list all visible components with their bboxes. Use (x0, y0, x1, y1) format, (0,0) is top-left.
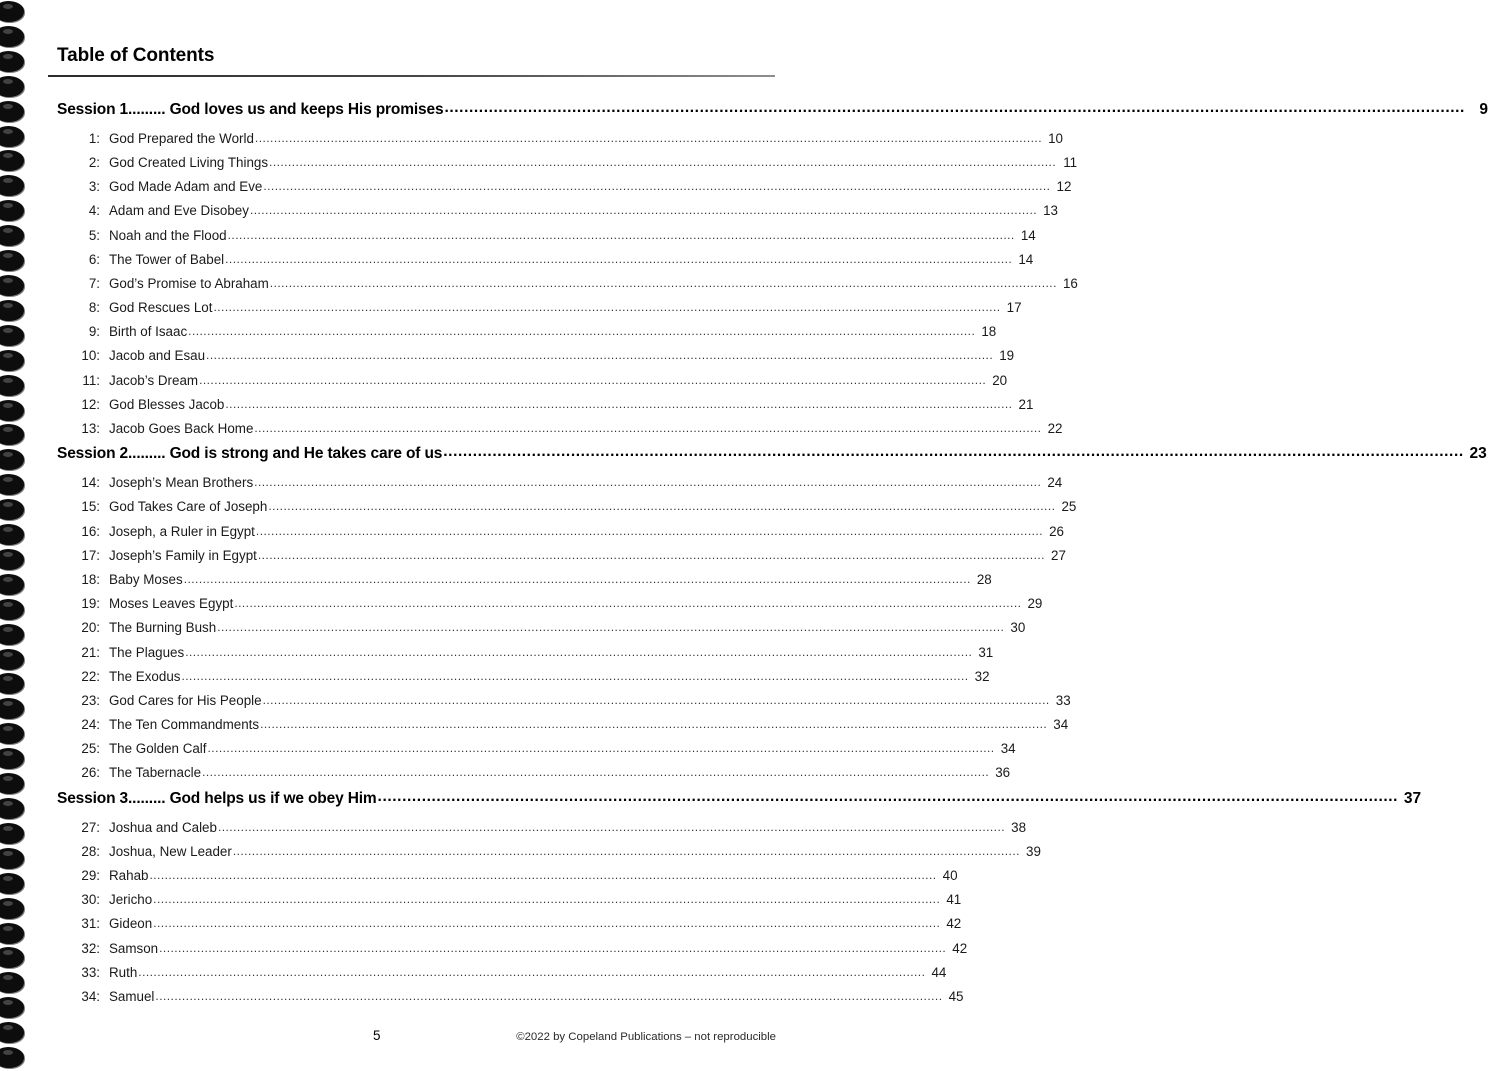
toc-entry-label (79, 324, 187, 339)
toc-entry-page: 22 (1047, 421, 1063, 437)
binding-ring (0, 748, 24, 769)
toc-entry-number: 31: (81, 916, 100, 932)
leader-dots: ................................................................................................................................................................................................................ (263, 179, 1051, 194)
toc-entry-title: Samson (109, 940, 159, 956)
toc-entry-row[interactable] (48, 372, 1008, 397)
copyright-notice: ©2022 by Copeland Publications – not reproducible (516, 1031, 776, 1043)
toc-entry-title: God Prepared the World (109, 130, 254, 146)
toc-entry-row[interactable] (48, 988, 964, 1013)
binding-ring (0, 375, 24, 396)
leader-dots: ................................................................................................................................................................................................................ (159, 940, 947, 955)
binding-ring (0, 1047, 24, 1068)
toc-entry-page: 45 (948, 988, 964, 1004)
binding-ring (0, 898, 24, 919)
toc-entry-label (79, 693, 262, 708)
toc-entry-label (79, 276, 269, 291)
leader-dots: ................................................................................................................................................................................................................ (217, 819, 1006, 834)
toc-entry-label (79, 965, 137, 980)
toc-entry-number: 30: (81, 892, 100, 908)
toc-entry-number: 10: (81, 348, 100, 364)
toc-entry-number: 23: (81, 692, 100, 708)
leader-dots: ................................................................................................................................................................................................................ (443, 443, 1464, 461)
leader-dots: ................................................................................................................................................................................................................ (257, 547, 1045, 562)
toc-entry-row[interactable] (48, 547, 1066, 572)
page-title: Table of Contents (57, 45, 215, 66)
toc-entry-page: 10 (1048, 130, 1063, 146)
toc-entry-title: The Burning Bush (109, 620, 217, 636)
toc-entry-page: 31 (978, 644, 994, 660)
binding-ring (0, 26, 24, 47)
binding-ring (0, 848, 24, 869)
toc-entry-label (79, 300, 212, 315)
binding-ring (0, 499, 24, 520)
toc-entry-title: Joseph, a Ruler in Egypt (109, 523, 255, 539)
binding-ring (0, 624, 24, 645)
toc-entry-label (79, 499, 267, 514)
toc-entry-page: 28 (976, 571, 992, 587)
toc-entry-title: God Rescues Lot (109, 300, 213, 316)
binding-ring (0, 723, 24, 744)
leader-dots: ................................................................................................................................................................................................................ (444, 98, 1465, 116)
binding-ring (0, 649, 24, 670)
toc-entry-title: The Ten Commandments (109, 717, 260, 733)
toc-entry-title: Noah and the Flood (109, 227, 227, 243)
binding-ring (0, 599, 24, 620)
toc-entry-label (79, 572, 183, 587)
binding-ring (0, 574, 24, 595)
toc-entry-row[interactable] (48, 868, 958, 892)
toc-entry-row[interactable] (48, 154, 1078, 179)
toc-entry-title: God Created Living Things (109, 154, 269, 170)
leader-dots: ................................................................................................................................................................................................................ (138, 964, 926, 979)
binding-ring (0, 250, 24, 271)
toc-entry-page: 20 (992, 372, 1008, 388)
toc-entry-title: Joseph’s Family in Egypt (109, 547, 257, 563)
toc-entry-title: The Plagues (109, 644, 185, 660)
leader-dots: ................................................................................................................................................................................................................ (254, 421, 1042, 436)
binding-ring (0, 150, 24, 171)
toc-entry-row[interactable] (48, 765, 1011, 789)
binding-ring (0, 972, 24, 993)
toc-entry-number: 13: (81, 421, 100, 437)
toc-entry-label (79, 475, 253, 490)
toc-entry-title: Joseph’s Mean Brothers (109, 475, 254, 491)
leader-dots: ................................................................................................................................................................................................................ (377, 787, 1399, 805)
toc-entry-page: 26 (1049, 523, 1064, 539)
toc-entry-number: 14: (81, 475, 100, 491)
toc-entry-label (79, 421, 253, 436)
page-footer (48, 1028, 776, 1052)
toc-entry-title: Ruth (109, 964, 138, 980)
toc-entry-label (79, 868, 148, 883)
leader-dots: ................................................................................................................................................................................................................ (234, 596, 1022, 611)
toc-entry-row[interactable] (48, 620, 1026, 644)
toc-entry-label (79, 397, 224, 412)
binding-ring (0, 200, 24, 221)
toc-entry-label (79, 155, 268, 170)
toc-entry-page: 40 (942, 868, 958, 884)
binding-ring (0, 300, 24, 321)
toc-entry-title: Jacob’s Dream (109, 372, 199, 388)
toc-entry-number: 21: (81, 644, 100, 660)
toc-entry-page: 19 (999, 348, 1015, 364)
leader-dots: ................................................................................................................................................................................................................ (185, 644, 973, 659)
binding-ring (0, 823, 24, 844)
toc-entry-page: 25 (1061, 499, 1077, 515)
toc-entry-label (79, 203, 249, 218)
binding-ring (0, 947, 24, 968)
leader-dots: ................................................................................................................................................................................................................ (225, 396, 1013, 411)
toc-entry-page: 34 (1053, 717, 1069, 733)
toc-entry-label (79, 228, 227, 243)
binding-ring (0, 76, 24, 97)
toc-entry-number: 20: (81, 620, 100, 636)
leader-dots: ................................................................................................................................................................................................................ (249, 203, 1038, 218)
toc-entry-title: Joshua, New Leader (109, 843, 232, 859)
toc-entry-row[interactable] (48, 644, 994, 669)
binding-ring (0, 673, 24, 694)
toc-entry-page: 16 (1062, 275, 1078, 291)
toc-entry-number: 8: (88, 300, 100, 316)
toc-entry-title: God Cares for His People (109, 692, 262, 708)
leader-dots: ................................................................................................................................................................................................................ (232, 843, 1020, 858)
session-heading-label: Session 2......... God is strong and He takes care of us (57, 445, 443, 463)
toc-entry-number: 28: (81, 843, 100, 859)
toc-entry-number: 34: (81, 988, 100, 1004)
toc-entry-row[interactable] (48, 475, 1063, 499)
toc-entry-row[interactable] (48, 130, 1063, 155)
toc-entry-number: 19: (81, 596, 100, 612)
toc-entry-page: 11 (1063, 154, 1078, 170)
binding-ring (0, 698, 24, 719)
session-heading-page: 37 (1403, 789, 1422, 807)
toc-entry-page: 29 (1027, 596, 1043, 612)
toc-entry-title: Gideon (109, 916, 153, 932)
leader-dots: ................................................................................................................................................................................................................ (199, 372, 987, 387)
toc-entry-page: 41 (946, 892, 962, 908)
toc-entry-title: Jacob Goes Back Home (109, 421, 254, 437)
leader-dots: ................................................................................................................................................................................................................ (188, 324, 976, 339)
toc-entry-title: God’s Promise to Abraham (109, 275, 269, 291)
toc-entry-title: The Exodus (109, 668, 181, 684)
toc-entry-label (79, 252, 224, 267)
folio-page-number: 5 (373, 1028, 381, 1043)
toc-entry-label (79, 765, 201, 780)
leader-dots: ................................................................................................................................................................................................................ (207, 741, 995, 756)
toc-entry-label (79, 179, 262, 194)
leader-dots: ................................................................................................................................................................................................................ (181, 668, 969, 683)
toc-entry-row[interactable] (48, 843, 1041, 868)
toc-entry-title: Jericho (109, 892, 153, 908)
leader-dots: ................................................................................................................................................................................................................ (260, 717, 1048, 732)
toc-entry-number: 24: (81, 717, 100, 733)
toc-entry-page: 18 (981, 324, 997, 340)
binding-ring (0, 773, 24, 794)
toc-entry-page: 27 (1051, 547, 1066, 563)
toc-entry-number: 12: (81, 396, 100, 412)
toc-entry-number: 25: (81, 741, 100, 757)
toc-entry-label (79, 820, 217, 835)
leader-dots: ................................................................................................................................................................................................................ (227, 227, 1015, 242)
binding-ring (0, 101, 24, 122)
toc-entry-row[interactable] (48, 964, 947, 989)
leader-dots: ................................................................................................................................................................................................................ (269, 154, 1057, 169)
toc-entry-number: 32: (81, 940, 100, 956)
toc-entry-number: 1: (88, 130, 100, 146)
binding-ring (0, 1022, 24, 1043)
toc-entry-page: 38 (1011, 819, 1027, 835)
toc-entry-row[interactable] (48, 275, 1078, 300)
toc-entry-row[interactable] (48, 596, 1043, 620)
leader-dots: ................................................................................................................................................................................................................ (153, 916, 941, 931)
session-heading-page: 9 (1479, 100, 1488, 118)
leader-dots: ................................................................................................................................................................................................................ (262, 692, 1050, 707)
toc-entry-row[interactable] (48, 499, 1077, 523)
session-heading-label: Session 1......... God loves us and keeps His promises (57, 100, 444, 118)
spiral-binding (0, 0, 46, 1071)
leader-dots: ................................................................................................................................................................................................................ (268, 499, 1056, 514)
toc-entry-title: Birth of Isaac (109, 324, 188, 340)
leader-dots: ................................................................................................................................................................................................................ (213, 300, 1001, 315)
toc-entry-page: 17 (1006, 300, 1022, 316)
table-of-contents (48, 98, 1488, 1013)
toc-entry-number: 27: (81, 819, 100, 835)
toc-entry-number: 15: (81, 499, 100, 515)
toc-entry-row[interactable] (48, 523, 1064, 548)
session-heading-row[interactable] (48, 787, 1422, 820)
toc-entry-row[interactable] (48, 324, 997, 348)
toc-entry-number: 16: (81, 523, 100, 539)
leader-dots: ................................................................................................................................................................................................................ (255, 523, 1043, 538)
toc-entry-title: God Made Adam and Eve (109, 179, 263, 195)
toc-entry-label (79, 717, 259, 732)
toc-entry-number: 5: (88, 227, 100, 243)
leader-dots: ................................................................................................................................................................................................................ (183, 571, 971, 586)
toc-entry-label (79, 892, 152, 907)
toc-entry-page: 32 (974, 668, 990, 684)
binding-ring (0, 1, 24, 22)
toc-entry-row[interactable] (48, 421, 1063, 445)
toc-entry-label (79, 941, 158, 956)
toc-entry-number: 3: (88, 179, 100, 195)
title-divider (48, 75, 775, 77)
toc-entry-label (79, 844, 232, 859)
leader-dots: ................................................................................................................................................................................................................ (254, 475, 1042, 490)
toc-entry-row[interactable] (48, 203, 1059, 227)
leader-dots: ................................................................................................................................................................................................................ (225, 251, 1013, 266)
toc-entry-page: 36 (995, 765, 1011, 781)
toc-entry-row[interactable] (48, 668, 990, 693)
binding-ring (0, 126, 24, 147)
leader-dots: ................................................................................................................................................................................................................ (149, 868, 937, 883)
session-heading-row[interactable] (48, 443, 1487, 475)
toc-entry-number: 9: (88, 324, 100, 340)
binding-ring (0, 400, 24, 421)
leader-dots: ................................................................................................................................................................................................................ (206, 348, 994, 363)
binding-ring (0, 51, 24, 72)
binding-ring (0, 524, 24, 545)
binding-ring (0, 798, 24, 819)
leader-dots: ................................................................................................................................................................................................................ (269, 275, 1057, 290)
toc-entry-page: 13 (1043, 203, 1059, 219)
binding-ring (0, 424, 24, 445)
page-content (48, 0, 1488, 1071)
toc-entry-label (79, 916, 152, 931)
toc-entry-row[interactable] (48, 692, 1071, 717)
toc-entry-page: 30 (1010, 620, 1026, 636)
toc-entry-page: 42 (946, 916, 962, 932)
toc-entry-label (79, 596, 233, 611)
binding-ring (0, 175, 24, 196)
toc-entry-title: God Blesses Jacob (109, 396, 225, 412)
toc-entry-row[interactable] (48, 251, 1034, 276)
binding-ring (0, 549, 24, 570)
toc-entry-title: Baby Moses (109, 571, 183, 587)
toc-entry-label (79, 524, 255, 539)
toc-entry-row[interactable] (48, 717, 1069, 741)
toc-entry-page: 34 (1000, 741, 1016, 757)
toc-entry-page: 12 (1056, 179, 1072, 195)
session-heading-label: Session 3......... God helps us if we obey Him (57, 789, 377, 807)
toc-entry-number: 4: (88, 203, 100, 219)
leader-dots: ................................................................................................................................................................................................................ (202, 765, 990, 780)
leader-dots: ................................................................................................................................................................................................................ (153, 892, 941, 907)
toc-entry-number: 2: (88, 154, 100, 170)
toc-entry-page: 14 (1018, 251, 1034, 267)
toc-entry-row[interactable] (48, 300, 1022, 324)
toc-entry-title: Adam and Eve Disobey (109, 203, 249, 219)
binding-ring (0, 350, 24, 371)
binding-ring (0, 997, 24, 1018)
toc-entry-title: Moses Leaves Egypt (109, 596, 234, 612)
toc-entry-page: 39 (1026, 843, 1041, 859)
toc-entry-number: 17: (81, 547, 100, 563)
toc-entry-title: The Tabernacle (109, 765, 202, 781)
toc-entry-title: Joshua and Caleb (109, 819, 217, 835)
toc-entry-title: God Takes Care of Joseph (109, 499, 268, 515)
toc-entry-label (79, 989, 154, 1004)
toc-entry-label (79, 373, 198, 388)
toc-entry-label (79, 131, 254, 146)
toc-entry-page: 33 (1055, 692, 1071, 708)
toc-entry-row[interactable] (48, 940, 968, 965)
toc-entry-row[interactable] (48, 227, 1036, 252)
binding-ring (0, 225, 24, 246)
toc-entry-page: 44 (931, 964, 947, 980)
toc-entry-page: 21 (1018, 396, 1034, 412)
toc-entry-title: Samuel (109, 988, 155, 1004)
binding-ring (0, 275, 24, 296)
binding-ring (0, 923, 24, 944)
toc-entry-number: 18: (81, 571, 100, 587)
leader-dots: ................................................................................................................................................................................................................ (155, 988, 943, 1003)
binding-ring (0, 474, 24, 495)
toc-entry-row[interactable] (48, 348, 1015, 372)
toc-entry-number: 33: (81, 964, 100, 980)
toc-entry-row[interactable] (48, 741, 1016, 765)
toc-entry-number: 7: (88, 275, 100, 291)
toc-entry-title: Rahab (109, 868, 149, 884)
toc-entry-row[interactable] (48, 819, 1027, 844)
toc-entry-title: Jacob and Esau (109, 348, 206, 364)
toc-entry-label (79, 669, 180, 684)
binding-ring (0, 325, 24, 346)
leader-dots: ................................................................................................................................................................................................................ (217, 620, 1005, 635)
toc-entry-number: 26: (81, 765, 100, 781)
toc-entry-label (79, 620, 216, 635)
leader-dots: ................................................................................................................................................................................................................ (254, 130, 1042, 145)
session-heading-row[interactable] (48, 98, 1488, 131)
toc-entry-label (79, 548, 257, 563)
toc-entry-number: 29: (81, 868, 100, 884)
toc-entry-label (79, 348, 205, 363)
toc-entry-title: The Tower of Babel (109, 251, 225, 267)
session-heading-page: 23 (1469, 445, 1487, 463)
toc-entry-row[interactable] (48, 179, 1072, 203)
toc-entry-row[interactable] (48, 916, 962, 940)
binding-ring (0, 873, 24, 894)
toc-entry-page: 42 (952, 940, 968, 956)
toc-entry-title: The Golden Calf (109, 741, 207, 757)
toc-entry-label (79, 645, 184, 660)
toc-entry-number: 6: (88, 251, 100, 267)
toc-entry-number: 22: (81, 668, 100, 684)
binding-ring (0, 449, 24, 470)
toc-entry-page: 24 (1047, 475, 1063, 491)
toc-entry-row[interactable] (48, 571, 992, 596)
toc-entry-row[interactable] (48, 892, 962, 916)
toc-entry-row[interactable] (48, 396, 1034, 421)
toc-entry-page: 14 (1020, 227, 1036, 243)
toc-entry-number: 11: (82, 372, 100, 388)
toc-entry-label (79, 741, 207, 756)
